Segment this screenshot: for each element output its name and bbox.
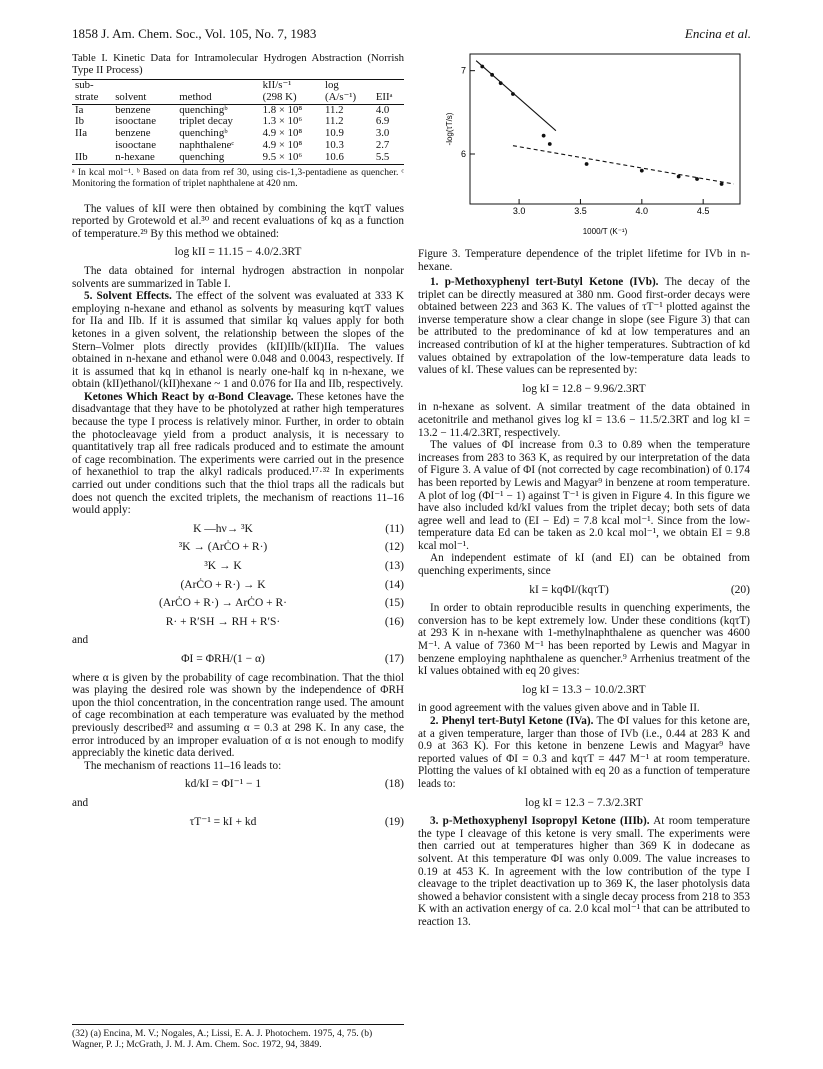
table-cell: 2.7 bbox=[375, 138, 390, 151]
table-row bbox=[72, 140, 404, 152]
reaction-number: (15) bbox=[384, 597, 404, 610]
equation: log kI = 12.3 − 7.3/2.3RT bbox=[525, 796, 643, 809]
table-cell: 10.9 bbox=[325, 127, 344, 140]
table-cell: 1.8 × 10⁸ bbox=[262, 103, 303, 116]
table-cell: Ia bbox=[75, 103, 84, 116]
equation: log kI = 12.8 − 9.96/2.3RT bbox=[522, 382, 646, 395]
reaction-equation: R· + R′SH → RH + R′S· bbox=[165, 615, 281, 628]
paragraph bbox=[418, 815, 750, 928]
fit-line bbox=[513, 146, 734, 184]
paragraph-text: At room temperature the type I cleavage of this ketone is very small. The experiments were then carried out at temperatures higher than 369 K in dodecane as solvent. At this temperature ΦI was only 0.009. The value increases to 0.19 at 453 K. In agreement with the low contribution of the type I cleavage to the triplet deactivation up to 369 K, the laser photolysis data showed a behavior consistent with a single decay process from 218 to 353 K with an activation energy of ca. 2.0 kcal mol⁻¹ that can be attributed to reaction 13. bbox=[418, 815, 751, 928]
table-cell: IIa bbox=[75, 127, 87, 140]
running-header-right: Encina et al. bbox=[684, 26, 751, 41]
table-cell: 9.5 × 10⁶ bbox=[262, 150, 303, 163]
table-header-row-1 bbox=[72, 80, 404, 92]
paragraph bbox=[418, 715, 750, 791]
data-point bbox=[542, 134, 546, 138]
paragraph: The data obtained for internal hydrogen abstraction in nonpolar solvents are summarized in Table I. bbox=[72, 264, 404, 290]
paragraph: In order to obtain reproducible results in quenching experiments, the conversion has to be kept extremely low. Under these conditions (kqτT) at 293 K in n-hexane with 1-methylnaphthalene as quencher was 4600 M⁻¹. A value of 7360 M⁻¹ has been reported by Lewis and Magyar in benzene employing naphthalene as quencher.⁹ Arrhenius treatment of the kI values obtained with eq 20 gives: bbox=[418, 602, 750, 678]
table-cell: IIb bbox=[75, 150, 88, 163]
right-column bbox=[418, 276, 750, 929]
paragraph: The values of kII were then obtained by combining the kqτT values reported by Grotewold et al.³⁰ and recent evaluations of kq as a function of temperature.²⁹ By this method we obtained: bbox=[72, 202, 404, 240]
table-cell: 5.5 bbox=[375, 150, 390, 163]
data-point bbox=[677, 175, 681, 179]
table-cell: quenchingᵇ bbox=[179, 127, 228, 140]
equation-body: kd/kI = ΦI⁻¹ − 1 bbox=[184, 778, 262, 791]
table-cell: 4.9 × 10⁸ bbox=[262, 138, 303, 151]
table-cell: Ib bbox=[75, 115, 84, 128]
paragraph-text: The decay of the triplet can be directly measured at 380 nm. Good first-order decays were obtained between 223 and 363 K. The values of τT⁻¹ plotted against the inverse temperature show a clear change in slope (see Figure 3) that can be attributed to the predominance of kd at low temperatures and an increased contribution of kI at the higher temperatures. Subtraction of kd values obtained by extrapolation of the low-temperature data leads to values of kI. These values can be represented by: bbox=[418, 276, 750, 377]
table-header-row-2 bbox=[72, 92, 404, 104]
reaction-equation: ³K → K bbox=[204, 560, 242, 573]
equation: log kII = 11.15 − 4.0/2.3RT bbox=[174, 246, 302, 259]
reaction-equation: (ArĊO + R·) → K bbox=[180, 578, 266, 591]
table-header-cell: method bbox=[179, 90, 212, 103]
table-header-cell: kII/s⁻¹ bbox=[262, 79, 292, 91]
equation: log kI = 13.3 − 10.0/2.3RT bbox=[522, 683, 646, 696]
equation bbox=[418, 584, 750, 597]
table-cell: 11.2 bbox=[325, 115, 344, 128]
table-cell: 10.6 bbox=[325, 150, 344, 163]
equation-body: ΦI = ΦRH/(1 − α) bbox=[181, 652, 265, 665]
plot-frame bbox=[470, 54, 740, 204]
reaction bbox=[72, 560, 404, 573]
x-tick-label: 3.0 bbox=[512, 206, 526, 216]
figure-3-plot bbox=[440, 48, 750, 240]
table-footnote: ᵃ In kcal mol⁻¹. ᵇ Based on data from ref 30, using cis-1,3-pentadiene as quencher. ᶜ Monitoring the formation of triplet naphthalene at 420 nm. bbox=[72, 166, 404, 189]
section-heading: 1. p-Methoxyphenyl tert-Butyl Ketone (IVb). bbox=[430, 276, 659, 288]
fit-line bbox=[476, 61, 556, 131]
table-header-cell: sub- bbox=[75, 79, 94, 91]
table-cell: 3.0 bbox=[375, 127, 390, 140]
equation bbox=[72, 778, 404, 791]
x-tick-label: 4.5 bbox=[696, 206, 710, 216]
plot-area bbox=[445, 54, 740, 236]
left-column bbox=[72, 52, 404, 834]
table-header-cell bbox=[112, 80, 176, 92]
reaction-number: (12) bbox=[384, 541, 404, 554]
reaction-equation: ³K → (ArĊO + R·) bbox=[178, 541, 268, 554]
y-axis-label: -log(τT/s) bbox=[445, 112, 454, 146]
paragraph bbox=[72, 290, 404, 391]
equation-number: (17) bbox=[384, 652, 404, 665]
reaction-number: (11) bbox=[385, 522, 404, 535]
data-point bbox=[640, 169, 644, 173]
reaction bbox=[72, 579, 404, 592]
table-cell: 1.3 × 10⁶ bbox=[262, 115, 303, 128]
data-point bbox=[548, 142, 552, 146]
reaction-number: (16) bbox=[384, 615, 404, 628]
data-point bbox=[490, 73, 494, 77]
paragraph: in n-hexane as solvent. A similar treatment of the data obtained in acetonitrile and methanol gives log kI = 13.6 − 11.5/2.3RT and log kI = 13.2 − 11.4/2.3RT, respectively. bbox=[418, 401, 750, 439]
table-header-cell: log bbox=[325, 79, 339, 91]
reaction bbox=[72, 523, 404, 536]
figure-caption: Figure 3. Temperature dependence of the triplet lifetime for IVb in n-hexane. bbox=[418, 248, 750, 273]
data-point bbox=[499, 81, 503, 85]
section-heading: 3. p-Methoxyphenyl Isopropyl Ketone (IIIb). bbox=[430, 815, 650, 828]
reaction-equation: K —hν→ ³K bbox=[193, 522, 253, 535]
table-cell: 11.2 bbox=[325, 103, 344, 116]
table-header-cell: strate bbox=[75, 90, 99, 103]
table-header-cell: solvent bbox=[115, 90, 147, 103]
data-point bbox=[720, 182, 724, 186]
kinetic-data-table bbox=[72, 79, 404, 165]
data-point bbox=[480, 65, 484, 69]
equation-number: (20) bbox=[730, 583, 750, 596]
table-cell: triplet decay bbox=[179, 115, 233, 128]
equation bbox=[72, 653, 404, 666]
section-heading: 2. Phenyl tert-Butyl Ketone (IVa). bbox=[430, 715, 594, 727]
equation-number: (18) bbox=[384, 778, 404, 791]
table-cell: 10.3 bbox=[325, 138, 344, 151]
paragraph: The mechanism of reactions 11–16 leads to: bbox=[84, 759, 282, 772]
equation-body: τT⁻¹ = kI + kd bbox=[189, 815, 257, 828]
paragraph: in good agreement with the values given above and in Table II. bbox=[418, 702, 700, 715]
table-cell: 4.0 bbox=[375, 103, 390, 116]
equation-number: (19) bbox=[384, 815, 404, 828]
paragraph-text: The effect of the solvent was evaluated at 333 K employing n-hexane and ethanol as solvents by measuring kqτT values for IIa and IIb. If it is assumed that similar kq values apply for both ketones in a given solvent, the relationship between the slopes of the Stern–Volmer plots directly provides (kII)IIb/(kII)IIa. The values obtained in n-hexane and ethanol were 0.048 and 0.0043, respectively. If it is assumed that kq in ethanol is nearly one-half kq in n-hexane, we obtain (kII)ethanol/(kII)hexane ~ 1 and 0.076 for IIa and IIb, respectively. bbox=[72, 290, 404, 391]
table-cell: naphthaleneᶜ bbox=[179, 138, 235, 151]
y-tick-label: 7 bbox=[460, 65, 466, 76]
table-cell: isooctane bbox=[115, 138, 156, 151]
connector-text: and bbox=[72, 796, 89, 809]
paragraph-text: The ΦI values for this ketone are, at a given temperature, larger than those of IVb (i.e., 0.44 at 283 K and 0.9 at 363 K). For this ketone in benzene Lewis and Magyar⁹ have reported values of ΦI = 0.3 and kqτT = 447 M⁻¹ at room temperature. Plotting the values of kI obtained with eq 20 as a function of temperature leads to: bbox=[418, 715, 750, 790]
paragraph: where α is given by the probability of cage recombination. That the thiol was playing the desired role was shown by the independence of ΦRH upon the thiol concentration, in the concentration range used. The amount of cage recombination at each temperature was evaluated by the method previously described³² and assuming α = 0.3 at 298 K. In any case, the error introduced by an improper evaluation of α is not enough to modify appreciably the kinetic data derived. bbox=[72, 671, 404, 760]
table-header-cell: (298 K) bbox=[262, 90, 297, 103]
table-cell: quenching bbox=[179, 150, 225, 163]
paragraph-text: These ketones have the disadvantage that they have to be photolyzed at rather high temperatures because the type I process is relatively minor. Further, in order to obtain the photocleavage yield from a product analysis, it is necessary to quantitatively trap all free radicals produced and to estimate the amount of cage recombination. The experiments were carried out in the presence of hexanethiol to trap the alkyl radicals produced.¹⁷·³² In experiments carried out under conditions such that the thiol traps all the radicals but does not quench the excited triplets, the mechanism of reactions 11–16 would apply: bbox=[72, 390, 404, 517]
x-tick-label: 4.0 bbox=[635, 206, 649, 216]
table-caption: Table I. Kinetic Data for Intramolecular Hydrogen Abstraction (Norrish Type II Process) bbox=[72, 52, 404, 76]
reaction bbox=[72, 597, 404, 610]
reaction-equation: (ArĊO + R·) → ArĊO + R· bbox=[159, 597, 287, 610]
reaction bbox=[72, 616, 404, 629]
table-header-cell bbox=[176, 80, 259, 92]
paragraph: The values of ΦI increase from 0.3 to 0.89 when the temperature increases from 283 to 363 K, as required by our interpretation of the data of Figure 3. A value of ΦI (not corrected by cage recombination) of 0.174 has been reported by Lewis and Magyar⁹ in benzene at room temperature. A plot of log (ΦI⁻¹ − 1) against T⁻¹ is given in Figure 4. In this figure we have also included kd/kI values from the triplet decay; both sets of data agree well and lead to (EI − Ed) = 7.8 kcal mol⁻¹. Since from the low-temperature data Ed can be taken as 2.0 kcal mol⁻¹, we obtain EI = 9.8 kcal mol⁻¹. bbox=[418, 439, 750, 552]
x-axis-label: 1000/T (K⁻¹) bbox=[582, 227, 628, 236]
reaction-list bbox=[72, 523, 404, 629]
table-cell: 6.9 bbox=[375, 115, 390, 128]
paragraph bbox=[418, 276, 750, 377]
table-cell: 4.9 × 10⁸ bbox=[262, 127, 303, 140]
table-header-cell: (A/s⁻¹) bbox=[325, 90, 357, 103]
data-point bbox=[511, 92, 515, 96]
paragraph bbox=[72, 391, 404, 517]
y-tick-label: 6 bbox=[460, 149, 466, 159]
table-cell: quenchingᵇ bbox=[179, 103, 228, 116]
data-point bbox=[695, 177, 699, 181]
table-cell bbox=[72, 140, 112, 152]
section-heading: 5. Solvent Effects. bbox=[84, 290, 172, 303]
table-cell: benzene bbox=[115, 103, 151, 116]
equation bbox=[72, 816, 404, 829]
table-cell: isooctane bbox=[115, 115, 156, 128]
reaction-number: (14) bbox=[384, 578, 404, 591]
table-cell: benzene bbox=[115, 127, 151, 140]
paragraph: An independent estimate of kI (and EI) can be obtained from quenching experiments, since bbox=[418, 552, 750, 578]
x-tick-label: 3.5 bbox=[574, 206, 587, 216]
table-cell: n-hexane bbox=[115, 150, 155, 163]
connector-text: and bbox=[72, 634, 89, 647]
running-header-left: 1858 J. Am. Chem. Soc., Vol. 105, No. 7, 1983 bbox=[72, 26, 317, 41]
reaction bbox=[72, 541, 404, 554]
references: (32) (a) Encina, M. V.; Nogales, A.; Lissi, E. A. J. Photochem. 1975, 4, 75. (b) Wagner, P. J.; McGrath, J. M. J. Am. Chem. Soc. 1972, 94, 3849. bbox=[72, 1024, 404, 1050]
data-point bbox=[585, 162, 589, 166]
table-row bbox=[72, 152, 404, 164]
section-heading: Ketones Which React by α-Bond Cleavage. bbox=[84, 390, 294, 403]
reaction-number: (13) bbox=[384, 560, 404, 573]
table-header-cell: EIIᵃ bbox=[375, 90, 393, 103]
table-header-cell bbox=[373, 80, 404, 92]
equation-body: kI = kqΦI/(kqτT) bbox=[529, 583, 609, 596]
